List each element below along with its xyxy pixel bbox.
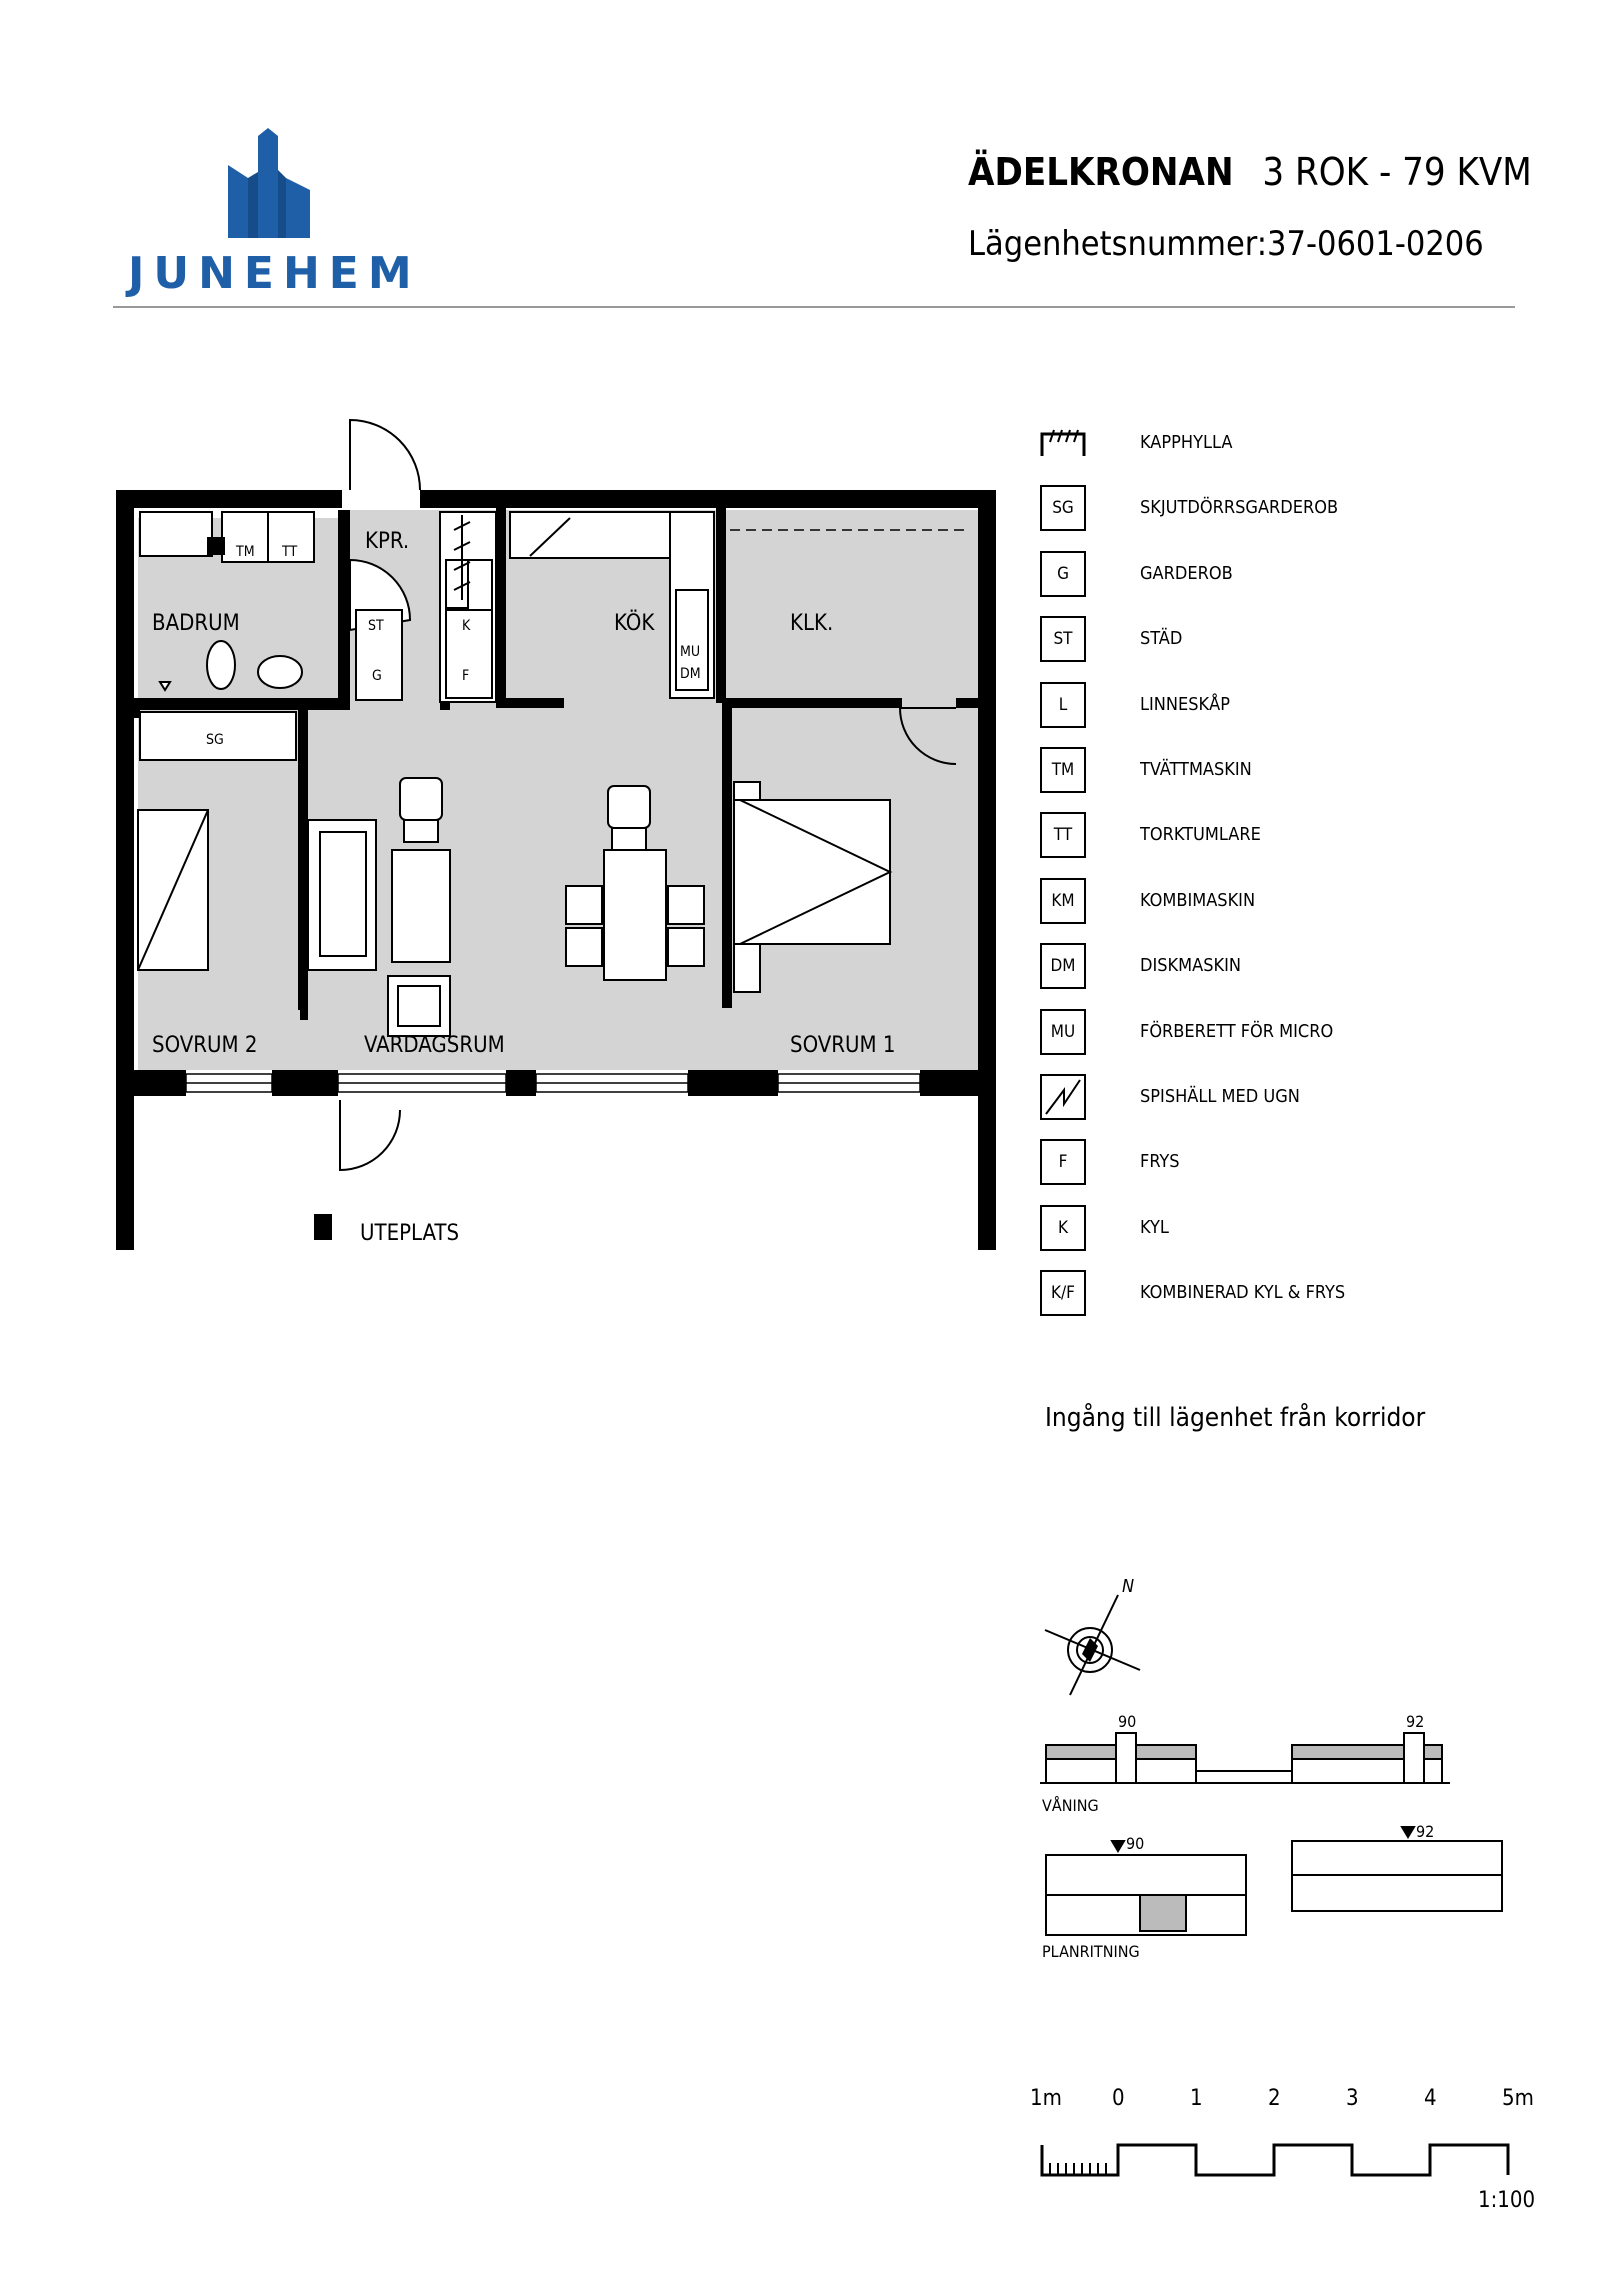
scale-tick-label: 5m: [1502, 2086, 1534, 2111]
legend-item: [1040, 878, 1540, 928]
legend-label: STÄD: [1140, 628, 1183, 650]
svg-text:90: 90: [1118, 1712, 1137, 1731]
legend-item: [1040, 1074, 1540, 1124]
legend-item: [1040, 1205, 1540, 1255]
legend-item: [1040, 420, 1540, 470]
legend-label: KAPPHYLLA: [1140, 432, 1233, 453]
header-divider: [113, 306, 1515, 308]
legend-item: [1040, 1009, 1540, 1059]
svg-text:TM: TM: [236, 544, 255, 560]
legend-label: TORKTUMLARE: [1140, 824, 1261, 846]
svg-text:F: F: [462, 668, 470, 684]
legend-label: GARDEROB: [1140, 562, 1233, 584]
bed-sovrum2: [138, 810, 208, 970]
scale-tick-label: 1m: [1030, 2086, 1062, 2111]
room-label-sovrum1: SOVRUM 1: [790, 1033, 896, 1058]
svg-text:SG: SG: [206, 732, 224, 748]
legend-symbol: G: [1040, 551, 1086, 597]
floor-label: VÅNING: [1042, 1796, 1099, 1815]
room-label-kok: KÖK: [614, 611, 655, 636]
entry-note: Ingång till lägenhet från korridor: [1045, 1403, 1426, 1433]
legend-symbol: SG: [1040, 485, 1086, 531]
uteplats-marker: [314, 1214, 332, 1240]
svg-text:DM: DM: [680, 666, 701, 682]
svg-text:90: 90: [1126, 1834, 1145, 1853]
legend-symbol: L: [1040, 682, 1086, 728]
legend-symbol: K/F: [1040, 1270, 1086, 1316]
legend-symbol: DM: [1040, 943, 1086, 989]
legend-label: TVÄTTMASKIN: [1140, 759, 1252, 780]
legend-item: [1040, 485, 1540, 535]
scale-bar: [1030, 2075, 1550, 2215]
svg-text:G: G: [372, 668, 382, 684]
legend-label: DISKMASKIN: [1140, 955, 1241, 977]
scale-tick-label: 0: [1112, 2086, 1125, 2111]
spishall-icon: [1040, 1074, 1086, 1120]
scale-tick-label: 1: [1190, 2086, 1203, 2111]
legend-symbol: TM: [1040, 747, 1086, 793]
legend-label: FÖRBERETT FÖR MICRO: [1140, 1020, 1334, 1042]
legend-item: [1040, 943, 1540, 993]
floor-plan: [110, 410, 1010, 1260]
brand-name: JUNEHEM: [128, 248, 421, 299]
scale-tick-label: 3: [1346, 2086, 1359, 2111]
scale-ratio: 1:100: [1478, 2188, 1536, 2213]
svg-text:K: K: [462, 618, 471, 634]
floor-area: [138, 510, 978, 1070]
legend-item: [1040, 812, 1540, 862]
north-label: N: [1122, 1576, 1135, 1597]
svg-text:ST: ST: [368, 618, 384, 634]
legend-label: LINNESKÅP: [1140, 693, 1230, 715]
room-label-klk: KLK.: [790, 611, 834, 636]
legend-label: KOMBINERAD KYL & FRYS: [1140, 1282, 1346, 1304]
svg-text:MU: MU: [680, 644, 701, 660]
legend-label: KOMBIMASKIN: [1140, 889, 1256, 911]
svg-text:92: 92: [1406, 1712, 1425, 1731]
scale-tick-label: 4: [1424, 2086, 1437, 2111]
scale-tick-label: 2: [1268, 2086, 1281, 2111]
legend-item: [1040, 1139, 1540, 1189]
legend-symbol: KM: [1040, 878, 1086, 924]
legend-item: [1040, 747, 1540, 797]
room-label-uteplats: UTEPLATS: [360, 1221, 460, 1246]
legend-symbol: K: [1040, 1205, 1086, 1251]
room-label-badrum: BADRUM: [152, 611, 240, 636]
legend-item: [1040, 616, 1540, 666]
legend-label: SKJUTDÖRRSGARDEROB: [1140, 497, 1339, 519]
legend-label: FRYS: [1140, 1151, 1180, 1173]
legend-symbol: F: [1040, 1139, 1086, 1185]
svg-text:92: 92: [1416, 1822, 1435, 1841]
page-title: [968, 150, 1532, 194]
svg-text:TT: TT: [282, 544, 298, 560]
legend-label: KYL: [1140, 1216, 1169, 1238]
apartment-size: 3 ROK - 79 KVM: [1262, 150, 1532, 194]
junehem-logo-icon: [220, 120, 320, 245]
compass-icon: [1040, 1570, 1160, 1710]
legend-item: [1040, 682, 1540, 732]
kapphylla-icon: [1040, 420, 1086, 466]
legend-item: [1040, 1270, 1540, 1320]
apartment-number: Lägenhetsnummer:37-0601-0206: [968, 224, 1484, 264]
key-plan: [1030, 1705, 1530, 1975]
plan-label: PLANRITNING: [1042, 1942, 1140, 1961]
room-label-sovrum2: SOVRUM 2: [152, 1033, 258, 1058]
legend-item: [1040, 551, 1540, 601]
legend-symbol: TT: [1040, 812, 1086, 858]
legend-symbol: ST: [1040, 616, 1086, 662]
legend-symbol: MU: [1040, 1009, 1086, 1055]
legend-label: SPISHÄLL MED UGN: [1140, 1086, 1300, 1107]
room-label-kpr: KPR.: [365, 529, 410, 554]
project-name: ÄDELKRONAN: [968, 150, 1234, 194]
room-label-vardagsrum: VARDAGSRUM: [364, 1033, 505, 1058]
